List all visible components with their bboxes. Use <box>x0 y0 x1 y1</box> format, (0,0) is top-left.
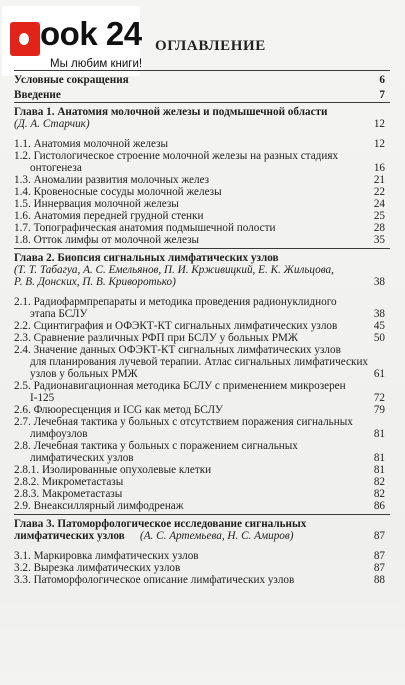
chapter-title: лимфатических узлов <box>14 530 125 542</box>
book24-logo[interactable] <box>2 6 143 76</box>
toc-page-number: 87 <box>373 530 385 542</box>
toc-entry-title: Введение <box>14 89 61 101</box>
chapter-authors: (Т. Т. Табагуа, А. С. Емельянов, П. И. Крживицкий, Е. К. Жильцова, <box>14 264 334 276</box>
chapter-authors: (А. С. Артемьева, Н. С. Амиров) <box>140 530 294 542</box>
toc-page-number: 7 <box>379 89 385 101</box>
book24-b-mark-icon <box>10 22 40 56</box>
chapter-title: Глава 2. Биопсия сигнальных лимфатических узлов <box>14 252 279 264</box>
chapter-title: Глава 1. Анатомия молочной железы и подмышечной области <box>14 106 328 118</box>
chapter-authors: (Д. А. Старчик) <box>14 118 90 130</box>
logo-slogan: Мы любим книги! <box>50 58 143 70</box>
chapter-authors: Р. В. Донских, П. В. Криворотько) <box>14 276 176 288</box>
divider <box>14 248 390 249</box>
page-title: ОГЛАВЛЕНИЕ <box>155 38 266 54</box>
logo-text: ook 24 <box>40 15 142 52</box>
toc-page-number: 38 <box>373 276 385 288</box>
toc-page-number: 12 <box>373 118 385 130</box>
document-page: ook 24 Мы любим книги! ОГЛАВЛЕНИЕ Условные сокращения 6 Введение 7 Глава 1. Анатомия молочной железы и подмышечной области (Д. А. Старчик) 12 1.1. Анатомия молочной железы 12 1.2. Гистологическое строение молочной железы на разных стадиях онтогенеза 16 1.3. Аномалии развития молочных желез 21 1.4. Кровеносные сосуды молочной железы 22 1.5. Иннервация молочной железы 24 1.6. Анатомия передней грудной стенки 25 1.7. Топографическая анатомия подмышечной полости 28 1.8. Отток лимфы от молочной железы 35 Глава 2. Биопсия сигнальных лимфатических узлов (Т. Т. Табагуа, А. С. Емельянов, П. И. Крживицкий, Е. К. Жильцова, Р. В. Донских, П. В. Криворотько) 38 2.1. Радиофармпрепараты и методика проведения радионуклидного этапа БСЛУ 38 2.2. Сцинтиграфия и ОФЭКТ-КТ сигнальных лимфатических узлов 45 2.3. Сравнение различных РФП при БСЛУ у больных РМЖ 50 2.4. Значение данных ОФЭКТ-КТ сигнальных лимфатических узлов для планирования лучевой терапии. Атлас сигнальных лимфатических узлов у больных РМЖ 61 2.5. Радионавигационная методика БСЛУ с применением микрозерен I-125 72 2.6. Флюоресценция и ICG как метод БСЛУ 79 2.7. Лечебная тактика у больных с отсутствием поражения сигнальных лимфоузлов 81 2.8. Лечебная тактика у больных с поражением сигнальных лимфатических узлов 81 2.8.1. Изолированные опухолевые клетки 81 2.8.2. Микрометастазы 82 2.8.3. Макрометастазы 82 2.9. Внеаксиллярный лимфодренаж 86 Глава 3. Патоморфологическое исследование сигнальных лимфатических узлов (А. С. Артемьева, Н. С. Амиров) 87 3.1. Маркировка лимфатических узлов 87 3.2. Вырезка лимфатических узлов 87 3.3. Патоморфологическое описание лимфатических узлов 88 <box>0 0 405 685</box>
toc-page-number: 6 <box>379 74 385 86</box>
divider <box>14 102 390 103</box>
toc-entry-title: Условные сокращения <box>14 74 129 86</box>
divider <box>14 514 390 515</box>
chapter-title: Глава 3. Патоморфологическое исследование сигнальных <box>14 518 307 530</box>
divider <box>14 70 390 71</box>
